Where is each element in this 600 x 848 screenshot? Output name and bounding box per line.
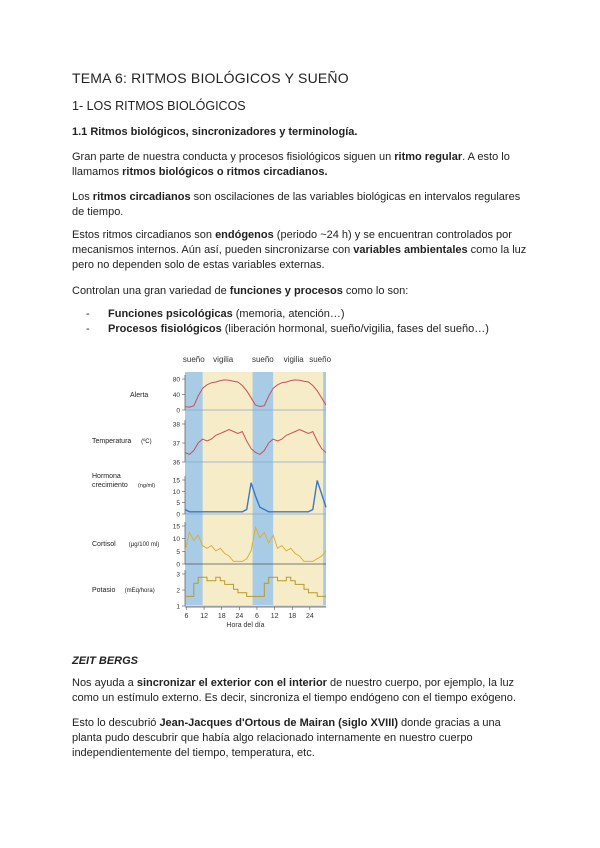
x-tick-label: 18 — [217, 613, 226, 620]
x-tick-label: 6 — [255, 613, 259, 620]
panel-label: Cortisol — [92, 541, 116, 548]
function-list — [86, 307, 489, 337]
y-tick-label: 37 — [172, 440, 180, 448]
y-tick-label: 10 — [172, 536, 180, 544]
x-tick-label: 24 — [235, 613, 244, 620]
x-tick-label: 18 — [288, 613, 297, 620]
y-tick-label: 38 — [172, 421, 180, 429]
y-tick-label: 3 — [176, 571, 180, 579]
subsection-heading: 1.1 Ritmos biológicos, sincronizadores y terminología. — [72, 126, 358, 138]
panel-label: Hormona — [92, 473, 121, 480]
panel-unit: (µg/100 ml) — [128, 542, 160, 548]
y-tick-label: 0 — [176, 407, 180, 415]
panel-label: crecimiento — [92, 482, 128, 489]
x-tick-label: 6 — [184, 613, 189, 620]
x-tick-label: 24 — [305, 613, 314, 620]
x-tick-label: 12 — [270, 613, 279, 620]
panel-unit: (mEq/hora) — [124, 588, 155, 594]
sleep-band — [253, 372, 274, 605]
y-tick-label: 10 — [172, 488, 180, 496]
list-item: - Procesos fisiológicos (liberación hormonal, sueño/vigilia, fases del sueño…) — [86, 322, 489, 337]
y-tick-label: 0 — [176, 511, 180, 519]
panel-label: Potasio — [92, 587, 116, 594]
circadian-rhythm-chart — [90, 350, 340, 640]
paragraph-ritmo-regular: Gran parte de nuestra conducta y procesos fisiológicos siguen un ritmo regular. A esto lo llamamos ritmos biológicos o ritmos circadianos. — [72, 151, 510, 178]
panel-label: Temperatura — [92, 438, 132, 445]
paragraph-circadianos: Los ritmos circadianos son oscilaciones de las variables biológicas en intervalos regulares de tiempo. — [72, 191, 521, 218]
y-tick-label: 5 — [176, 548, 180, 556]
period-label: sueño — [251, 355, 274, 364]
zeit-bergs-heading: ZEIT BERGS — [72, 655, 139, 667]
page-title: TEMA 6: RITMOS BIOLÓGICOS Y SUEÑO — [72, 70, 349, 86]
x-axis-label: Hora del día — [226, 622, 265, 629]
y-tick-label: 80 — [172, 376, 180, 384]
panel-unit: (ng/ml) — [138, 483, 156, 489]
y-tick-label: 5 — [176, 500, 180, 508]
x-tick-label: 12 — [200, 613, 208, 620]
list-item: - Funciones psicológicas (memoria, atención…) — [86, 307, 489, 322]
panel-unit: (ºC) — [141, 439, 152, 445]
paragraph-funciones: Controlan una gran variedad de funciones y procesos como lo son: — [72, 285, 409, 297]
y-tick-label: 40 — [172, 392, 180, 399]
panel-label: Alerta — [130, 392, 149, 399]
y-tick-label: 15 — [172, 523, 180, 531]
y-tick-label: 15 — [172, 477, 180, 485]
paragraph-endogenos: Estos ritmos circadianos son endógenos (periodo ~24 h) y se encuentran controlados por mecanismos internos. Aún así, pueden sincronizarse con variables ambientales como la luz pero no dependen solo de estas variables externas. — [72, 229, 527, 271]
section-heading: 1- LOS RITMOS BIOLÓGICOS — [72, 99, 246, 113]
y-tick-label: 36 — [172, 459, 180, 467]
paragraph-mairan: Esto lo descubrió Jean-Jacques d'Ortous de Mairan (siglo XVIII) donde gracias a una planta pudo descubrir que había algo relacionado internamente en nuestro cuerpo independientemente del tiempo, temperatura, etc. — [72, 717, 501, 759]
period-label: vigilia — [213, 355, 234, 364]
paragraph-sincronizar: Nos ayuda a sincronizar el exterior con el interior de nuestro cuerpo, por ejemplo, la luz como un estímulo externo. Es decir, sincroniza el tiempo endógeno con el tiempo exógeno. — [72, 677, 516, 704]
period-label: sueño — [309, 355, 332, 364]
period-label: sueño — [182, 355, 205, 364]
period-label: vigilia — [283, 355, 304, 364]
y-tick-label: 1 — [176, 603, 180, 611]
y-tick-label: 0 — [176, 561, 180, 569]
y-tick-label: 2 — [176, 587, 180, 595]
sleep-band — [323, 372, 326, 605]
